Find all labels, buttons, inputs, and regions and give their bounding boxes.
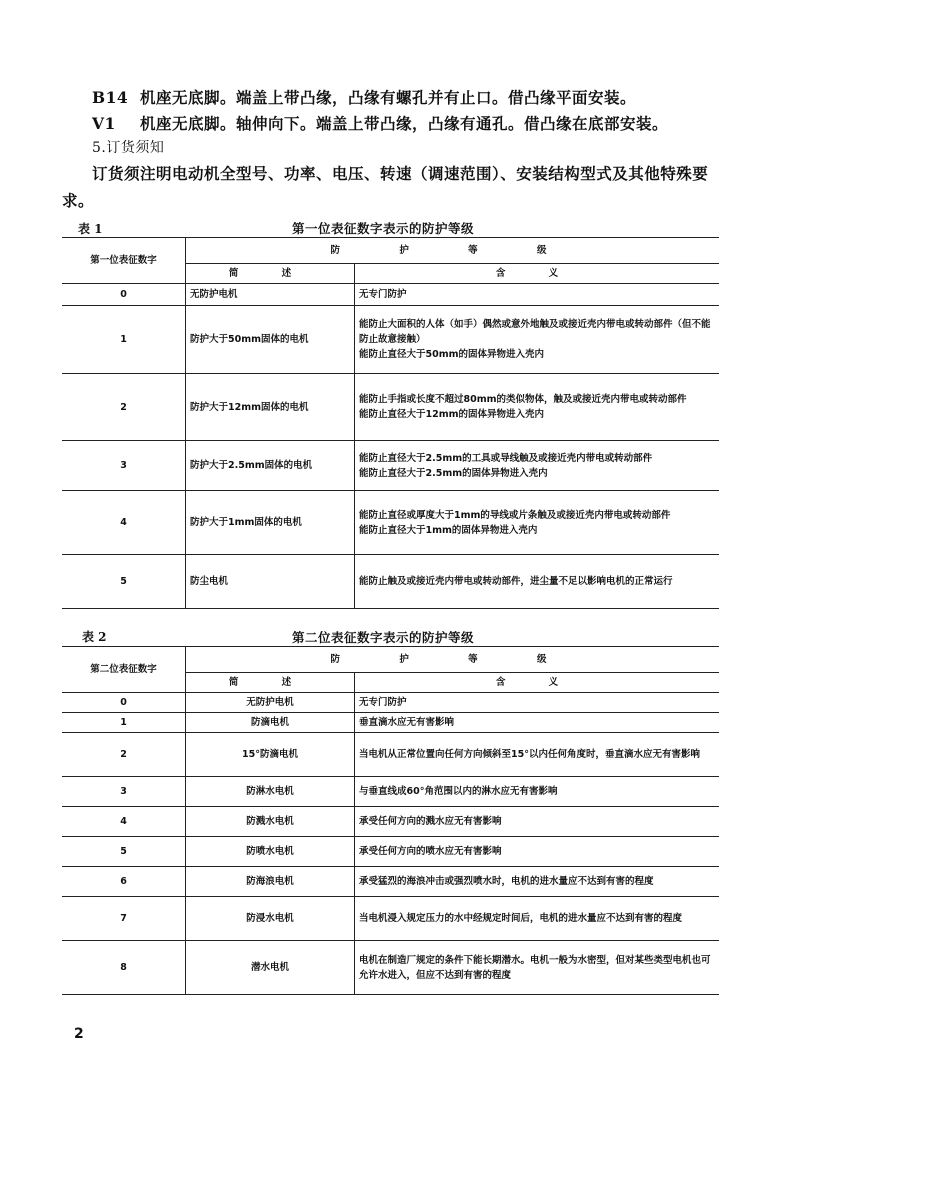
table-row: [62, 777, 719, 807]
table-row: [62, 733, 719, 777]
page-number: 2: [74, 1026, 84, 1042]
mount-description: 机座无底脚。轴伸向下。端盖上带凸缘，凸缘有通孔。借凸缘在底部安装。: [140, 114, 669, 133]
table-row: [62, 491, 719, 555]
mount-code: V1: [92, 114, 116, 133]
table2-title: 第二位表征数字表示的防护等级: [292, 630, 475, 645]
mount-description: 机座无底脚。端盖上带凸缘，凸缘有螺孔并有止口。借凸缘平面安装。: [140, 88, 637, 107]
row-brief: 防尘电机: [186, 555, 355, 609]
table2-label: 表 2: [82, 630, 107, 644]
table-row: [62, 441, 719, 491]
row-meaning: 电机在制造厂规定的条件下能长期潜水。电机一般为水密型，但对某些类型电机也可允许水进入，但应不达到有害的程度: [355, 941, 720, 995]
row-brief: 防护大于2.5mm固体的电机: [186, 441, 355, 491]
row-meaning: 能防止直径大于2.5mm的工具或导线触及或接近壳内带电或转动部件 能防止直径大于2.5mm的固体异物进入壳内: [355, 441, 720, 491]
table-row: [62, 837, 719, 867]
row-brief: 无防护电机: [186, 284, 355, 306]
row-digit: 2: [62, 374, 186, 441]
row-digit: 4: [62, 807, 186, 837]
row-brief: 防护大于12mm固体的电机: [186, 374, 355, 441]
row-digit: 5: [62, 555, 186, 609]
row-brief: 15°防滴电机: [186, 733, 355, 777]
table-row: [62, 306, 719, 374]
mount-code: B14: [92, 88, 129, 107]
table-row: [62, 374, 719, 441]
table-row: [62, 897, 719, 941]
row-meaning: 垂直滴水应无有害影响: [355, 713, 720, 733]
row-meaning: 与垂直线成60°角范围以内的淋水应无有害影响: [355, 777, 720, 807]
table1-header-meaning: 含 义: [355, 264, 720, 284]
table-row: [62, 867, 719, 897]
row-brief: 防护大于1mm固体的电机: [186, 491, 355, 555]
row-meaning: 能防止直径或厚度大于1mm的导线或片条触及或接近壳内带电或转动部件 能防止直径大于1mm的固体异物进入壳内: [355, 491, 720, 555]
row-digit: 1: [62, 306, 186, 374]
row-meaning: 承受任何方向的溅水应无有害影响: [355, 807, 720, 837]
row-meaning: 承受猛烈的海浪冲击或强烈喷水时，电机的进水量应不达到有害的程度: [355, 867, 720, 897]
table1-label: 表 1: [78, 222, 103, 236]
row-brief: 防喷水电机: [186, 837, 355, 867]
table2-body: [62, 693, 719, 995]
table-row: [62, 941, 719, 995]
row-meaning: 当电机浸入规定压力的水中经规定时间后，电机的进水量应不达到有害的程度: [355, 897, 720, 941]
paragraph-v1: [92, 112, 668, 134]
row-meaning: 承受任何方向的喷水应无有害影响: [355, 837, 720, 867]
row-brief: 防海浪电机: [186, 867, 355, 897]
row-digit: 7: [62, 897, 186, 941]
table-row: [62, 693, 719, 713]
table-row: [62, 284, 719, 306]
row-brief: 潜水电机: [186, 941, 355, 995]
table-row: [62, 713, 719, 733]
table2-header-digit: 第二位表征数字: [62, 647, 186, 693]
row-meaning: 能防止触及或接近壳内带电或转动部件，进尘量不足以影响电机的正常运行: [355, 555, 720, 609]
table-row: [62, 807, 719, 837]
table-row: [62, 555, 719, 609]
row-digit: 3: [62, 441, 186, 491]
row-digit: 8: [62, 941, 186, 995]
row-brief: 防淋水电机: [186, 777, 355, 807]
order-paragraph: 订货须注明电动机全型号、功率、电压、转速（调速范围）、安装结构型式及其他特殊要求。: [62, 164, 709, 210]
table1-header-group: 防 护 等 级: [186, 238, 720, 264]
table2-header-group: 防 护 等 级: [186, 647, 720, 673]
row-brief: 防溅水电机: [186, 807, 355, 837]
table1-header-digit: 第一位表征数字: [62, 238, 186, 284]
table2: [62, 646, 719, 995]
row-meaning: 无专门防护: [355, 693, 720, 713]
row-meaning: 能防止手指或长度不超过80mm的类似物体，触及或接近壳内带电或转动部件 能防止直径大于12mm的固体异物进入壳内: [355, 374, 720, 441]
table1: [62, 237, 719, 609]
table1-header-brief: 简 述: [186, 264, 355, 284]
table2-header-brief: 简 述: [186, 673, 355, 693]
paragraph-b14: [92, 86, 636, 108]
row-digit: 2: [62, 733, 186, 777]
table1-title: 第一位表征数字表示的防护等级: [292, 221, 475, 236]
row-brief: 无防护电机: [186, 693, 355, 713]
table2-header-meaning: 含 义: [355, 673, 720, 693]
row-meaning: 当电机从正常位置向任何方向倾斜至15°以内任何角度时，垂直滴水应无有害影响: [355, 733, 720, 777]
row-digit: 3: [62, 777, 186, 807]
section-heading: 5.订货须知: [92, 140, 165, 156]
row-meaning: 能防止大面积的人体（如手）偶然或意外地触及或接近壳内带电或转动部件（但不能防止故意接触） 能防止直径大于50mm的固体异物进入壳内: [355, 306, 720, 374]
row-brief: 防滴电机: [186, 713, 355, 733]
row-brief: 防浸水电机: [186, 897, 355, 941]
row-digit: 4: [62, 491, 186, 555]
row-digit: 5: [62, 837, 186, 867]
row-digit: 0: [62, 693, 186, 713]
row-digit: 0: [62, 284, 186, 306]
row-meaning: 无专门防护: [355, 284, 720, 306]
table1-body: [62, 284, 719, 609]
row-digit: 1: [62, 713, 186, 733]
row-brief: 防护大于50mm固体的电机: [186, 306, 355, 374]
row-digit: 6: [62, 867, 186, 897]
